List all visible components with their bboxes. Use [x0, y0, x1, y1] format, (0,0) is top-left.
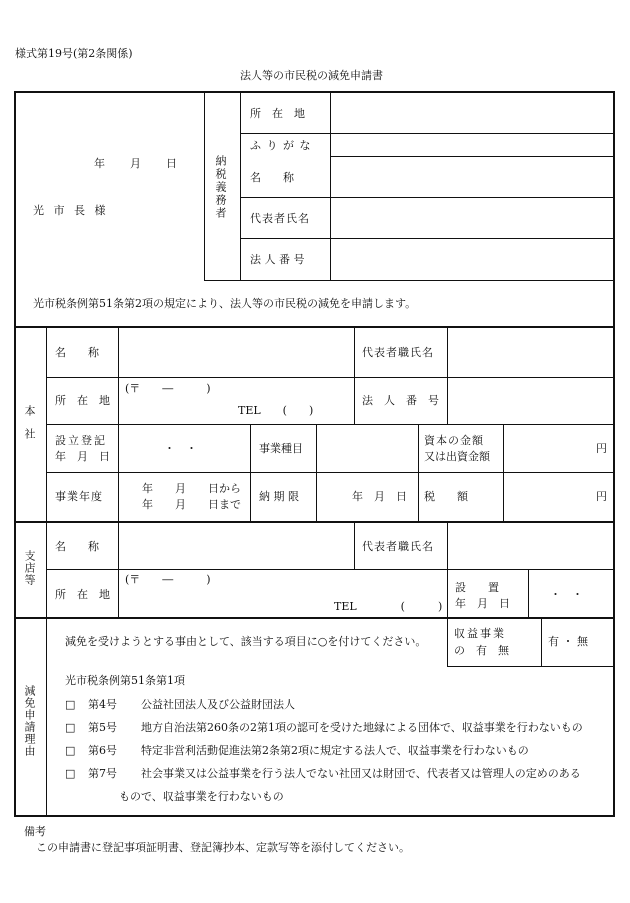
tax-amount-yen-unit: 円: [596, 490, 607, 503]
date-year-label: 年: [94, 157, 105, 170]
reason-side-label: 減免申請理由: [23, 685, 36, 757]
item-7-number: 第7号: [88, 767, 117, 780]
establishment-date-label-2: 年 月 日: [55, 450, 110, 463]
establishment-date-dots: ・ ・: [164, 442, 197, 455]
capital-yen-unit: 円: [596, 442, 607, 455]
branch-est-label-1: 設 置: [455, 581, 499, 594]
page-title: 法人等の市民税の減免申請書: [240, 69, 383, 82]
taxpayer-representative-label: 代表者氏名: [250, 212, 310, 225]
declaration-text: 光市税条例第51条第2項の規定により、法人等の市民税の減免を申請します。: [33, 297, 417, 310]
branch-est-label-2: 年 月 日: [455, 597, 510, 610]
branch-side-label: 支店等: [23, 550, 36, 586]
item-5-text: 地方自治法第260条の2第1項の認可を受けた地縁による団体で、収益事業を行わないもの: [141, 721, 583, 734]
item-6-checkbox[interactable]: □: [65, 744, 76, 757]
addressee: 光 市 長 様: [33, 204, 109, 217]
branch-est-dots: ・ ・: [550, 588, 583, 601]
taxpayer-address-label: 所 在 地: [250, 107, 305, 120]
notes-label: 備考: [24, 825, 46, 838]
item-6-text: 特定非営利活動促進法第2条第2項に規定する法人で、収益事業を行わないもの: [141, 744, 529, 757]
head-office-side-label: 本社: [23, 405, 36, 451]
head-office-name-label: 名 称: [55, 346, 99, 359]
outer-border-bottom: [14, 815, 615, 817]
business-type-label: 事業種目: [259, 442, 303, 455]
tax-amount-label: 税 額: [424, 490, 468, 503]
branch-rep-label: 代表者職氏名: [362, 540, 434, 553]
head-office-address-label: 所 在 地: [55, 394, 110, 407]
outer-border-left: [14, 91, 16, 817]
taxpayer-corp-number-label: 法 人 番 号: [250, 253, 305, 266]
taxpayer-furigana-label: ふ り が な: [250, 139, 312, 152]
branch-name-label: 名 称: [55, 540, 99, 553]
side-label-divider: [46, 327, 47, 815]
fiscal-year-to: 年 月 日まで: [142, 498, 241, 511]
item-4-number: 第4号: [88, 698, 117, 711]
reason-instruction: 減免を受けようとする事由として、該当する項目に○を付けてください。: [65, 635, 427, 648]
profit-business-value: 有 ・ 無: [548, 635, 588, 648]
item-5-number: 第5号: [88, 721, 117, 734]
outer-border-top: [14, 91, 615, 93]
taxpayer-name-label: 名 称: [250, 171, 294, 184]
furigana-divider: [330, 156, 614, 157]
item-4-text: 公益社団法人及び公益財団法人: [141, 698, 295, 711]
notes-text: この申請書に登記事項証明書、登記簿抄本、定款写等を添付してください。: [36, 841, 410, 854]
head-office-rep-label: 代表者職氏名: [362, 346, 434, 359]
date-day-label: 日: [166, 157, 177, 170]
branch-postal: (〒 ― ): [125, 573, 211, 586]
item-4-checkbox[interactable]: □: [65, 698, 76, 711]
outer-border-right: [613, 91, 615, 817]
branch-tel: TEL ( ): [334, 600, 443, 613]
head-office-tel: TEL ( ): [238, 404, 314, 417]
head-office-corp-number-label: 法 人 番 号: [362, 394, 439, 407]
item-7-checkbox[interactable]: □: [65, 767, 76, 780]
item-6-number: 第6号: [88, 744, 117, 757]
capital-label-1: 資本の金額: [424, 434, 484, 447]
branch-address-label: 所 在 地: [55, 588, 110, 601]
payment-deadline-ymd: 年 月 日: [352, 490, 407, 503]
establishment-date-label-1: 設立登記: [55, 434, 107, 447]
fiscal-year-from: 年 月 日から: [142, 482, 241, 495]
profit-business-label-1: 収益事業: [454, 627, 506, 640]
item-7-text: 社会事業又は公益事業を行う法人でない社団又は財団で、代表者又は管理人の定めのある: [141, 767, 581, 780]
profit-business-label-2: の 有 無: [454, 644, 509, 657]
form-number: 様式第19号(第2条関係): [15, 47, 133, 60]
taxpayer-side-label: 納税義務者: [214, 155, 227, 220]
date-month-label: 月: [130, 157, 141, 170]
capital-label-2: 又は出資金額: [424, 450, 490, 463]
item-7-text-continued: もので、収益事業を行わないもの: [119, 790, 284, 803]
item-5-checkbox[interactable]: □: [65, 721, 76, 734]
payment-deadline-label: 納 期 限: [259, 490, 299, 503]
fiscal-year-label: 事業年度: [55, 490, 103, 503]
ordinance-reference: 光市税条例第51条第1項: [65, 674, 185, 687]
head-office-postal: (〒 ― ): [125, 382, 211, 395]
